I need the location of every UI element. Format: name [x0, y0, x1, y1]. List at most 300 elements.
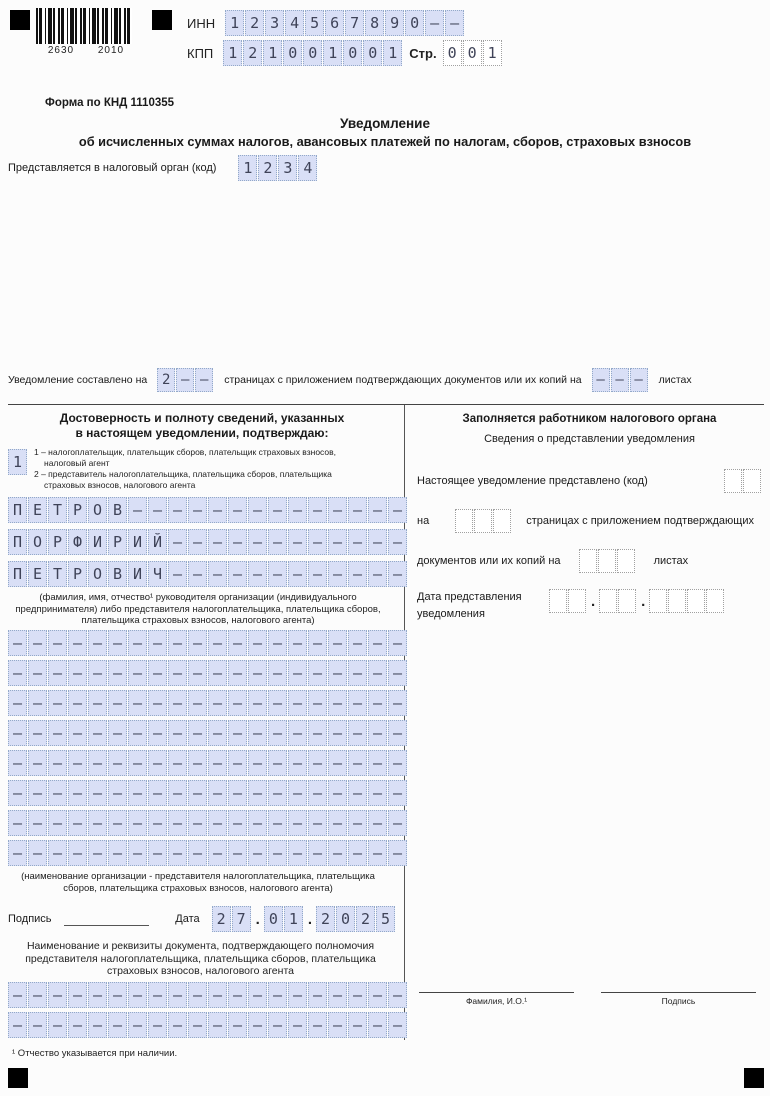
dashed-placeholder-row[interactable]	[8, 840, 403, 866]
form-cell[interactable]: –	[168, 1012, 187, 1038]
form-cell[interactable]: –	[348, 690, 367, 716]
first-name-field[interactable]	[8, 529, 408, 555]
form-cell[interactable]: –	[168, 561, 187, 587]
form-cell[interactable]: –	[388, 840, 407, 866]
form-cell[interactable]: –	[288, 982, 307, 1008]
form-cell[interactable]: –	[128, 810, 147, 836]
form-cell[interactable]: 0	[336, 906, 355, 932]
form-cell[interactable]: –	[368, 840, 387, 866]
form-cell[interactable]	[668, 589, 686, 613]
form-cell[interactable]: –	[248, 630, 267, 656]
form-cell[interactable]: –	[108, 780, 127, 806]
form-cell[interactable]: 4	[285, 10, 304, 36]
form-cell[interactable]: –	[288, 720, 307, 746]
form-cell[interactable]: –	[68, 690, 87, 716]
form-cell[interactable]: –	[288, 497, 307, 523]
submission-date-day-field[interactable]	[549, 589, 587, 613]
form-cell[interactable]: –	[28, 840, 47, 866]
form-cell[interactable]: –	[288, 780, 307, 806]
form-cell[interactable]	[598, 549, 616, 573]
form-cell[interactable]: –	[208, 630, 227, 656]
form-cell[interactable]: –	[28, 630, 47, 656]
form-cell[interactable]: –	[348, 1012, 367, 1038]
patronymic-field[interactable]	[8, 561, 408, 587]
form-cell[interactable]: –	[128, 1012, 147, 1038]
form-cell[interactable]: 5	[376, 906, 395, 932]
form-cell[interactable]: –	[268, 982, 287, 1008]
form-cell[interactable]: 2	[245, 10, 264, 36]
dashed-placeholder-row[interactable]	[8, 660, 403, 686]
form-cell[interactable]: Ф	[68, 529, 87, 555]
form-cell[interactable]: –	[68, 840, 87, 866]
form-cell[interactable]: –	[388, 780, 407, 806]
form-cell[interactable]: О	[28, 529, 47, 555]
form-cell[interactable]: –	[88, 982, 107, 1008]
form-cell[interactable]: –	[8, 780, 27, 806]
form-cell[interactable]: –	[248, 780, 267, 806]
form-cell[interactable]: –	[188, 497, 207, 523]
form-cell[interactable]: 7	[232, 906, 251, 932]
form-cell[interactable]: –	[268, 561, 287, 587]
form-cell[interactable]: 8	[365, 10, 384, 36]
form-cell[interactable]: 5	[305, 10, 324, 36]
form-cell[interactable]: Ч	[148, 561, 167, 587]
form-cell[interactable]: –	[28, 690, 47, 716]
form-cell[interactable]: –	[188, 690, 207, 716]
form-cell[interactable]: –	[328, 840, 347, 866]
form-cell[interactable]: –	[445, 10, 464, 36]
surname-field[interactable]	[8, 497, 408, 523]
form-cell[interactable]: –	[308, 660, 327, 686]
form-cell[interactable]: –	[68, 630, 87, 656]
form-cell[interactable]: 1	[225, 10, 244, 36]
form-cell[interactable]: –	[368, 720, 387, 746]
form-cell[interactable]: 1	[284, 906, 303, 932]
form-cell[interactable]	[618, 589, 636, 613]
form-cell[interactable]: –	[328, 982, 347, 1008]
form-cell[interactable]: –	[248, 840, 267, 866]
form-cell[interactable]: –	[368, 780, 387, 806]
form-cell[interactable]: –	[308, 810, 327, 836]
form-cell[interactable]: –	[288, 810, 307, 836]
form-cell[interactable]	[579, 549, 597, 573]
form-cell[interactable]: –	[288, 840, 307, 866]
form-cell[interactable]: –	[328, 690, 347, 716]
form-cell[interactable]: 1	[383, 40, 402, 66]
form-cell[interactable]: –	[68, 720, 87, 746]
form-cell[interactable]: –	[208, 690, 227, 716]
form-cell[interactable]: –	[248, 497, 267, 523]
form-cell[interactable]: –	[28, 660, 47, 686]
pages-count-field[interactable]	[157, 368, 214, 392]
submission-date-field[interactable]	[549, 589, 725, 613]
form-cell[interactable]: –	[308, 529, 327, 555]
form-cell[interactable]: –	[48, 630, 67, 656]
form-cell[interactable]: –	[28, 750, 47, 776]
form-cell[interactable]: –	[168, 720, 187, 746]
form-cell[interactable]: И	[88, 529, 107, 555]
form-cell[interactable]: –	[368, 561, 387, 587]
form-cell[interactable]: –	[388, 1012, 407, 1038]
date-year-field[interactable]	[316, 906, 396, 932]
form-cell[interactable]: –	[68, 660, 87, 686]
form-cell[interactable]: –	[228, 1012, 247, 1038]
form-cell[interactable]: –	[195, 368, 213, 392]
form-cell[interactable]: Р	[68, 561, 87, 587]
form-cell[interactable]: –	[148, 780, 167, 806]
form-cell[interactable]: –	[268, 840, 287, 866]
dashed-placeholder-row[interactable]	[8, 630, 403, 656]
tax-authority-code-field[interactable]	[238, 155, 318, 181]
form-cell[interactable]: –	[268, 497, 287, 523]
form-cell[interactable]: 2	[316, 906, 335, 932]
form-cell[interactable]: –	[268, 750, 287, 776]
form-cell[interactable]: –	[425, 10, 444, 36]
form-cell[interactable]: –	[368, 982, 387, 1008]
form-cell[interactable]: Т	[48, 497, 67, 523]
form-cell[interactable]: –	[128, 750, 147, 776]
form-cell[interactable]: 2	[356, 906, 375, 932]
form-cell[interactable]: –	[48, 840, 67, 866]
form-cell[interactable]: 1	[483, 40, 502, 66]
form-cell[interactable]: –	[128, 780, 147, 806]
form-cell[interactable]: –	[128, 690, 147, 716]
form-cell[interactable]: –	[188, 561, 207, 587]
form-cell[interactable]: –	[228, 982, 247, 1008]
form-cell[interactable]: 1	[8, 449, 27, 475]
form-cell[interactable]: –	[388, 982, 407, 1008]
form-cell[interactable]: –	[308, 690, 327, 716]
officer-pages-field[interactable]	[455, 509, 512, 533]
form-cell[interactable]: –	[248, 561, 267, 587]
date-day-field[interactable]	[212, 906, 252, 932]
form-cell[interactable]: –	[368, 690, 387, 716]
form-cell[interactable]: –	[168, 660, 187, 686]
form-cell[interactable]: –	[388, 720, 407, 746]
form-cell[interactable]: Е	[28, 561, 47, 587]
form-cell[interactable]: –	[128, 840, 147, 866]
form-cell[interactable]: –	[68, 1012, 87, 1038]
form-cell[interactable]: Й	[148, 529, 167, 555]
form-cell[interactable]: –	[88, 840, 107, 866]
form-cell[interactable]: –	[48, 690, 67, 716]
form-cell[interactable]: –	[228, 660, 247, 686]
form-cell[interactable]: –	[288, 529, 307, 555]
dashed-placeholder-row[interactable]	[8, 810, 403, 836]
form-cell[interactable]	[493, 509, 511, 533]
form-cell[interactable]: –	[348, 720, 367, 746]
officer-signature-line[interactable]	[601, 992, 756, 993]
form-cell[interactable]: –	[88, 690, 107, 716]
form-cell[interactable]: –	[348, 497, 367, 523]
form-cell[interactable]: –	[8, 750, 27, 776]
form-cell[interactable]: 6	[325, 10, 344, 36]
form-cell[interactable]: 0	[443, 40, 462, 66]
form-cell[interactable]: Р	[108, 529, 127, 555]
submission-date-year-field[interactable]	[649, 589, 725, 613]
form-cell[interactable]: –	[168, 497, 187, 523]
form-cell[interactable]: –	[248, 750, 267, 776]
form-cell[interactable]: –	[8, 810, 27, 836]
form-cell[interactable]: 2	[157, 368, 175, 392]
form-cell[interactable]: 2	[258, 155, 277, 181]
form-cell[interactable]: 0	[363, 40, 382, 66]
form-cell[interactable]: –	[228, 840, 247, 866]
form-cell[interactable]: –	[148, 810, 167, 836]
form-cell[interactable]: 1	[263, 40, 282, 66]
form-cell[interactable]: –	[388, 529, 407, 555]
form-cell[interactable]: –	[88, 810, 107, 836]
dashed-placeholder-row[interactable]	[8, 720, 403, 746]
form-cell[interactable]: Е	[28, 497, 47, 523]
form-cell[interactable]: –	[88, 750, 107, 776]
form-cell[interactable]: –	[348, 660, 367, 686]
form-cell[interactable]: П	[8, 497, 27, 523]
form-cell[interactable]: –	[148, 840, 167, 866]
form-cell[interactable]: –	[328, 660, 347, 686]
form-cell[interactable]: –	[208, 982, 227, 1008]
form-cell[interactable]: 2	[212, 906, 231, 932]
form-cell[interactable]: –	[308, 840, 327, 866]
form-cell[interactable]: –	[188, 660, 207, 686]
form-cell[interactable]: –	[128, 497, 147, 523]
form-cell[interactable]: 0	[405, 10, 424, 36]
form-cell[interactable]: 0	[343, 40, 362, 66]
form-cell[interactable]: –	[388, 750, 407, 776]
form-cell[interactable]: –	[108, 810, 127, 836]
form-cell[interactable]: –	[148, 750, 167, 776]
form-cell[interactable]: –	[68, 780, 87, 806]
form-cell[interactable]: –	[28, 1012, 47, 1038]
form-cell[interactable]: –	[328, 810, 347, 836]
form-cell[interactable]: –	[288, 1012, 307, 1038]
form-cell[interactable]: –	[28, 982, 47, 1008]
form-cell[interactable]: –	[288, 690, 307, 716]
presented-code-field[interactable]	[724, 469, 762, 493]
form-cell[interactable]: –	[28, 780, 47, 806]
form-cell[interactable]: –	[288, 660, 307, 686]
form-cell[interactable]: –	[268, 1012, 287, 1038]
officer-surname-line[interactable]	[419, 992, 574, 993]
form-cell[interactable]: –	[228, 497, 247, 523]
form-cell[interactable]: –	[188, 720, 207, 746]
form-cell[interactable]: 9	[385, 10, 404, 36]
form-cell[interactable]: В	[108, 561, 127, 587]
form-cell[interactable]: 0	[463, 40, 482, 66]
form-cell[interactable]: –	[28, 810, 47, 836]
form-cell[interactable]: –	[228, 720, 247, 746]
officer-copies-field[interactable]	[579, 549, 636, 573]
form-cell[interactable]: –	[268, 529, 287, 555]
form-cell[interactable]: –	[168, 982, 187, 1008]
form-cell[interactable]: –	[268, 720, 287, 746]
form-cell[interactable]: –	[630, 368, 648, 392]
form-cell[interactable]: 3	[278, 155, 297, 181]
form-cell[interactable]: –	[168, 690, 187, 716]
form-cell[interactable]: –	[88, 1012, 107, 1038]
form-cell[interactable]: –	[208, 840, 227, 866]
form-cell[interactable]: –	[592, 368, 610, 392]
form-cell[interactable]: –	[248, 690, 267, 716]
form-cell[interactable]: –	[348, 750, 367, 776]
form-cell[interactable]: –	[208, 810, 227, 836]
form-cell[interactable]: –	[148, 982, 167, 1008]
form-cell[interactable]: –	[268, 810, 287, 836]
form-cell[interactable]: –	[328, 630, 347, 656]
form-cell[interactable]: –	[208, 497, 227, 523]
form-cell[interactable]: –	[108, 840, 127, 866]
form-cell[interactable]: –	[208, 720, 227, 746]
form-cell[interactable]: –	[8, 1012, 27, 1038]
dashed-placeholder-row[interactable]	[8, 750, 403, 776]
form-cell[interactable]: –	[248, 660, 267, 686]
form-cell[interactable]: 4	[298, 155, 317, 181]
form-cell[interactable]: –	[188, 810, 207, 836]
form-cell[interactable]: –	[68, 750, 87, 776]
form-cell[interactable]: –	[388, 561, 407, 587]
form-cell[interactable]: –	[388, 690, 407, 716]
form-cell[interactable]: –	[108, 720, 127, 746]
form-cell[interactable]: –	[368, 750, 387, 776]
form-cell[interactable]	[599, 589, 617, 613]
form-cell[interactable]: –	[228, 810, 247, 836]
date-month-field[interactable]	[264, 906, 304, 932]
form-cell[interactable]: –	[88, 630, 107, 656]
submission-date-month-field[interactable]	[599, 589, 637, 613]
form-cell[interactable]: –	[148, 630, 167, 656]
dashed-placeholder-row[interactable]	[8, 982, 403, 1008]
form-cell[interactable]: П	[8, 561, 27, 587]
form-cell[interactable]: –	[228, 690, 247, 716]
form-cell[interactable]	[687, 589, 705, 613]
form-cell[interactable]: 1	[323, 40, 342, 66]
form-cell[interactable]: –	[348, 982, 367, 1008]
form-cell[interactable]: –	[308, 982, 327, 1008]
form-cell[interactable]: –	[368, 1012, 387, 1038]
form-cell[interactable]: –	[268, 630, 287, 656]
form-cell[interactable]: –	[368, 660, 387, 686]
signing-date-field[interactable]	[212, 906, 396, 932]
form-cell[interactable]: –	[188, 780, 207, 806]
form-cell[interactable]: 0	[264, 906, 283, 932]
form-cell[interactable]: –	[328, 1012, 347, 1038]
form-cell[interactable]: –	[228, 630, 247, 656]
signer-code-field[interactable]	[8, 449, 28, 491]
form-cell[interactable]: –	[368, 497, 387, 523]
form-cell[interactable]: –	[308, 780, 327, 806]
form-cell[interactable]: –	[128, 720, 147, 746]
form-cell[interactable]: –	[248, 810, 267, 836]
form-cell[interactable]: –	[88, 720, 107, 746]
form-cell[interactable]: Т	[48, 561, 67, 587]
form-cell[interactable]	[474, 509, 492, 533]
form-cell[interactable]: –	[248, 529, 267, 555]
form-cell[interactable]: 2	[243, 40, 262, 66]
form-cell[interactable]: –	[8, 982, 27, 1008]
inn-field[interactable]	[225, 10, 465, 36]
form-cell[interactable]: –	[368, 630, 387, 656]
form-cell[interactable]: –	[208, 529, 227, 555]
form-cell[interactable]: –	[208, 750, 227, 776]
form-cell[interactable]: Р	[48, 529, 67, 555]
form-cell[interactable]: –	[308, 497, 327, 523]
form-cell[interactable]: –	[108, 982, 127, 1008]
form-cell[interactable]: –	[108, 750, 127, 776]
form-cell[interactable]: –	[328, 780, 347, 806]
form-cell[interactable]: –	[176, 368, 194, 392]
form-cell[interactable]: –	[148, 660, 167, 686]
form-cell[interactable]: –	[348, 780, 367, 806]
form-cell[interactable]: –	[108, 660, 127, 686]
form-cell[interactable]: –	[308, 561, 327, 587]
form-cell[interactable]: –	[148, 497, 167, 523]
form-cell[interactable]: –	[611, 368, 629, 392]
form-cell[interactable]: –	[228, 780, 247, 806]
form-cell[interactable]: –	[268, 690, 287, 716]
form-cell[interactable]: –	[348, 561, 367, 587]
form-cell[interactable]: –	[128, 660, 147, 686]
form-cell[interactable]: –	[48, 982, 67, 1008]
form-cell[interactable]: –	[108, 630, 127, 656]
form-cell[interactable]: –	[388, 497, 407, 523]
form-cell[interactable]: –	[288, 561, 307, 587]
form-cell[interactable]	[617, 549, 635, 573]
form-cell[interactable]: –	[168, 840, 187, 866]
form-cell[interactable]: –	[188, 982, 207, 1008]
form-cell[interactable]: Р	[68, 497, 87, 523]
form-cell[interactable]: –	[188, 1012, 207, 1038]
form-cell[interactable]: –	[8, 720, 27, 746]
form-cell[interactable]	[549, 589, 567, 613]
form-cell[interactable]: –	[148, 690, 167, 716]
form-cell[interactable]: –	[8, 840, 27, 866]
form-cell[interactable]: –	[368, 529, 387, 555]
form-cell[interactable]: –	[328, 561, 347, 587]
form-cell[interactable]: –	[228, 561, 247, 587]
form-cell[interactable]: –	[228, 750, 247, 776]
form-cell[interactable]: 0	[303, 40, 322, 66]
form-cell[interactable]: –	[348, 840, 367, 866]
copies-count-field[interactable]	[592, 368, 649, 392]
form-cell[interactable]: –	[48, 660, 67, 686]
signature-line[interactable]	[64, 912, 150, 926]
form-cell[interactable]: –	[348, 529, 367, 555]
form-cell[interactable]	[455, 509, 473, 533]
form-cell[interactable]: –	[248, 1012, 267, 1038]
page-number-field[interactable]	[443, 40, 503, 66]
form-cell[interactable]: –	[28, 720, 47, 746]
form-cell[interactable]: И	[128, 561, 147, 587]
form-cell[interactable]: О	[88, 561, 107, 587]
form-cell[interactable]: –	[108, 1012, 127, 1038]
form-cell[interactable]: –	[168, 630, 187, 656]
form-cell[interactable]: –	[128, 630, 147, 656]
form-cell[interactable]: 3	[265, 10, 284, 36]
form-cell[interactable]: –	[248, 982, 267, 1008]
form-cell[interactable]: –	[308, 720, 327, 746]
form-cell[interactable]	[724, 469, 742, 493]
form-cell[interactable]: –	[328, 529, 347, 555]
form-cell[interactable]: –	[48, 780, 67, 806]
form-cell[interactable]: –	[308, 750, 327, 776]
form-cell[interactable]: –	[68, 982, 87, 1008]
form-cell[interactable]: –	[48, 750, 67, 776]
form-cell[interactable]: –	[168, 750, 187, 776]
form-cell[interactable]	[568, 589, 586, 613]
form-cell[interactable]: –	[88, 660, 107, 686]
form-cell[interactable]: –	[348, 810, 367, 836]
form-cell[interactable]: –	[88, 780, 107, 806]
